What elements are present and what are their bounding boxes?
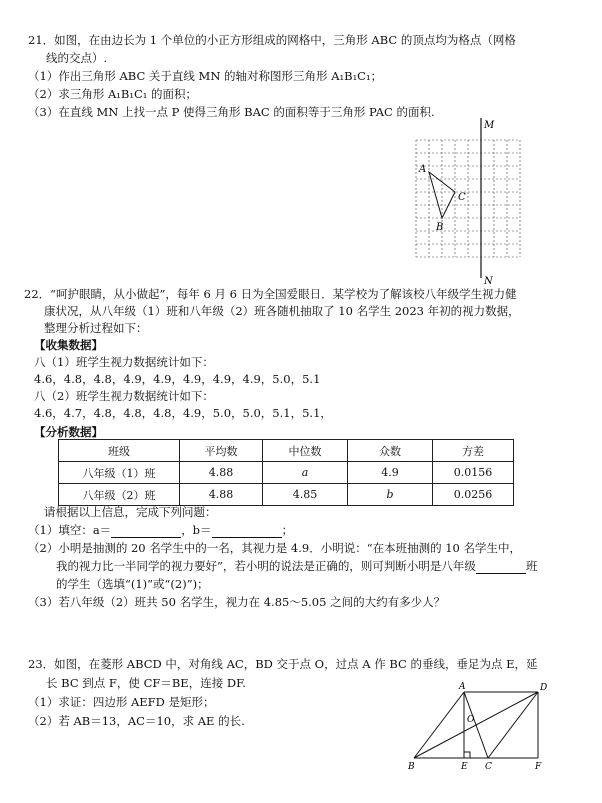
label-b: B [436,222,444,233]
q22-class2-data: 4.6，4.7，4.8，4.8，4.8，4.9，5.0，5.0，5.1，5.1， [34,406,332,420]
q22-part1-end: ； [281,523,294,537]
q23-stem-line1: 23．如图，在菱形 ABCD 中，对角线 AC，BD 交于点 O，过点 A 作 BC 的垂线，垂足为点 E，延 [28,657,538,671]
label-c: C [458,192,466,203]
q22-class2-title: 八（2）班学生视力数据统计如下： [34,389,214,403]
q21-part3: （3）在直线 MN 上找一点 P 使得三角形 BAC 的面积等于三角形 PAC 的面积. [28,105,435,119]
q22-part2-line2 [56,558,537,574]
q22-part1-prefix: （1）填空：a＝ [28,523,112,537]
table-cell: 4.88 [180,484,263,506]
table-header-cell: 方差 [433,440,514,462]
q22-collect-heading: 【收集数据】 [34,338,103,352]
q22-class1-title: 八（1）班学生视力数据统计如下： [34,355,214,369]
q22-part2-line3: 的学生（选填“(1)”或“(2)”)； [56,577,209,591]
label-m: M [484,120,495,131]
q22-part1 [28,522,293,538]
side-dc [488,692,538,758]
label-e: E [461,762,468,772]
table-row [59,462,514,484]
q22-stem-line1: 22．“呵护眼睛，从小做起”，每年 6 月 6 日为全国爱眼日．某学校为了解该校八年级学生视力健 [24,287,517,301]
table-cell: 4.85 [263,484,348,506]
q22-part1-mid: ，b＝ [181,523,212,537]
label-o: O [467,715,475,725]
q21-part1: （1）作出三角形 ABC 关于直线 MN 的轴对称图形三角形 A₁B₁C₁； [28,69,383,83]
answer-blank-a[interactable] [111,525,181,538]
q22-analyze-heading: 【分析数据】 [34,425,103,439]
answer-blank-class[interactable] [476,561,526,574]
table-cell: a [263,462,348,484]
table-cell: 0.0156 [433,462,514,484]
q22-stats-table [58,439,514,506]
q23-rhombus-figure [404,680,564,772]
label-d: D [540,683,548,693]
table-cell: b [348,484,433,506]
q23-stem-line2: 长 BC 到点 F，使 CF＝BE，连接 DF. [46,676,246,690]
table-cell: 八年级（2）班 [59,484,180,506]
q22-stem-line2: 康状况，从八年级（1）班和八年级（2）班各随机抽取了 10 名学生 2023 年初的视力数据， [44,304,520,318]
right-angle-mark [464,752,470,758]
q23-part2: （2）若 AB＝13，AC＝10，求 AE 的长. [28,714,245,728]
label-c: C [485,762,492,772]
q22-instruction: 请根据以上信息，完成下列问题： [44,505,217,519]
q22-part3: （3）若八年级（2）班共 50 名学生，视力在 4.85～5.05 之间的大约有多少人？ [28,595,446,609]
q23-part1: （1）求证：四边形 AEFD 是矩形； [28,695,215,709]
table-cell: 八年级（1）班 [59,462,180,484]
table-cell: 4.88 [180,462,263,484]
label-a: A [419,164,427,175]
grid-lines [416,140,520,257]
table-header-cell: 平均数 [180,440,263,462]
table-header-row [59,440,514,462]
q22-class1-data: 4.6，4.8，4.8，4.9，4.9，4.9，4.9，4.9，5.0，5.1 [34,372,321,386]
table-header-cell: 众数 [348,440,433,462]
table-cell: 0.0256 [433,484,514,506]
label-n: N [484,276,493,287]
side-ab [414,692,464,758]
q22-stem-line3: 整理分析过程如下： [44,321,148,335]
q22-part2-line2-text: 我的视力比一半同学的视力要好”，若小明的说法是正确的，则可判断小明是八年级 [56,559,476,573]
q22-part2-line2-end: 班 [525,559,538,573]
table-header-cell: 中位数 [263,440,348,462]
q22-part2-line1: （2）小明是抽测的 20 名学生中的一名，其视力是 4.9．小明说：“在本班抽测的 10 名学生中， [28,541,522,555]
label-f: F [535,762,542,772]
table-cell: 4.9 [348,462,433,484]
q21-grid-figure [400,112,540,288]
label-b: B [408,762,415,772]
q21-stem-line1: 21．如图，在由边长为 1 个单位的小正方形组成的网格中，三角形 ABC 的顶点均为格点（网格 [28,33,516,47]
table-row [59,484,514,506]
label-a: A [459,682,466,692]
q21-stem-line2: 线的交点）. [46,51,108,65]
table-header-cell: 班级 [59,440,180,462]
answer-blank-b[interactable] [212,525,282,538]
diagonal-bd [414,692,538,758]
q21-part2: （2）求三角形 A₁B₁C₁ 的面积； [28,87,198,101]
